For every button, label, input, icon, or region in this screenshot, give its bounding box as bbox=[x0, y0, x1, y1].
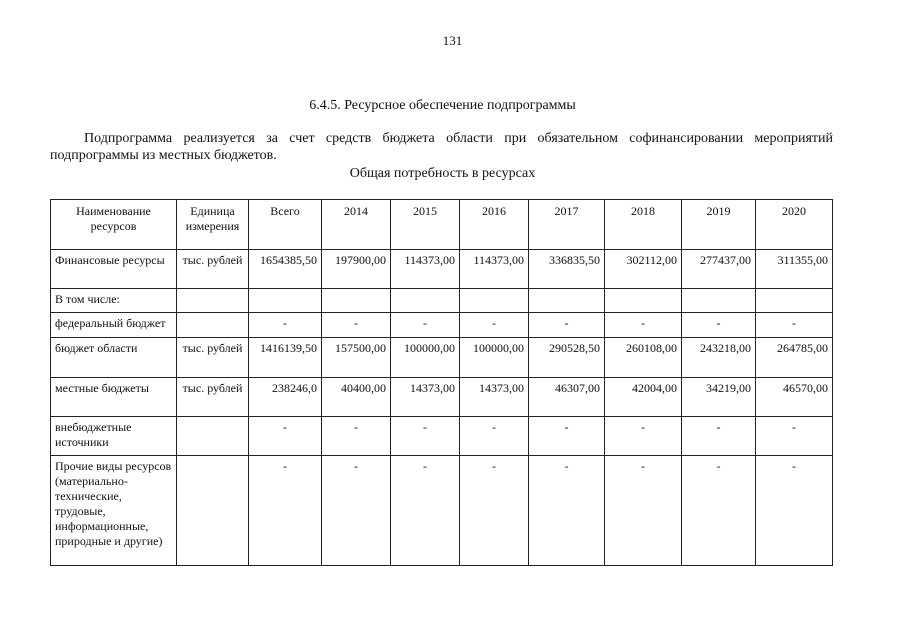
row-name: Прочие виды ресурсов (материально-технические, трудовые, информационные, природные и другие) bbox=[51, 456, 177, 566]
row-name: В том числе: bbox=[51, 289, 177, 313]
value-cell: 197900,00 bbox=[322, 250, 391, 289]
header-cell: 2015 bbox=[391, 200, 460, 250]
value-cell: - bbox=[391, 313, 460, 338]
row-unit: тыс. рублей bbox=[177, 378, 249, 417]
value-cell: 14373,00 bbox=[391, 378, 460, 417]
value-cell: 157500,00 bbox=[322, 338, 391, 378]
header-cell: 2018 bbox=[605, 200, 682, 250]
value-cell: - bbox=[322, 417, 391, 456]
value-cell: 277437,00 bbox=[682, 250, 756, 289]
value-cell: 238246,0 bbox=[249, 378, 322, 417]
row-unit bbox=[177, 313, 249, 338]
value-cell: - bbox=[682, 313, 756, 338]
row-name: Финансовые ресурсы bbox=[51, 250, 177, 289]
header-cell: Всего bbox=[249, 200, 322, 250]
value-cell: 42004,00 bbox=[605, 378, 682, 417]
value-cell: - bbox=[605, 456, 682, 566]
table-row bbox=[51, 289, 833, 313]
value-cell bbox=[605, 289, 682, 313]
row-unit: тыс. рублей bbox=[177, 250, 249, 289]
value-cell: 336835,50 bbox=[529, 250, 605, 289]
header-cell: 2017 bbox=[529, 200, 605, 250]
header-cell: 2014 bbox=[322, 200, 391, 250]
value-cell: 100000,00 bbox=[460, 338, 529, 378]
header-cell: 2020 bbox=[756, 200, 833, 250]
value-cell: - bbox=[322, 313, 391, 338]
value-cell bbox=[391, 289, 460, 313]
row-name: местные бюджеты bbox=[51, 378, 177, 417]
value-cell: - bbox=[391, 456, 460, 566]
value-cell bbox=[529, 289, 605, 313]
value-cell: 40400,00 bbox=[322, 378, 391, 417]
value-cell: - bbox=[682, 417, 756, 456]
value-cell: - bbox=[460, 417, 529, 456]
header-cell: 2019 bbox=[682, 200, 756, 250]
value-cell: - bbox=[756, 313, 833, 338]
row-name: внебюджетные источники bbox=[51, 417, 177, 456]
value-cell: 260108,00 bbox=[605, 338, 682, 378]
value-cell: - bbox=[322, 456, 391, 566]
value-cell: 46307,00 bbox=[529, 378, 605, 417]
row-unit bbox=[177, 289, 249, 313]
table-title: Общая потребность в ресурсах bbox=[349, 166, 536, 181]
row-unit bbox=[177, 456, 249, 566]
value-cell: 34219,00 bbox=[682, 378, 756, 417]
resources-table bbox=[50, 199, 833, 566]
intro-paragraph: Подпрограмма реализуется за счет средств бюджета области при обязательном софинансировании мероприятий подпрограммы из местных бюджетов. bbox=[50, 131, 833, 163]
value-cell: - bbox=[605, 313, 682, 338]
value-cell: 290528,50 bbox=[529, 338, 605, 378]
table-header-row bbox=[51, 200, 833, 250]
row-unit: тыс. рублей bbox=[177, 338, 249, 378]
value-cell bbox=[682, 289, 756, 313]
value-cell: 243218,00 bbox=[682, 338, 756, 378]
value-cell: - bbox=[460, 456, 529, 566]
header-cell: 2016 bbox=[460, 200, 529, 250]
value-cell: 1654385,50 bbox=[249, 250, 322, 289]
table-row bbox=[51, 378, 833, 417]
value-cell: - bbox=[682, 456, 756, 566]
value-cell: - bbox=[249, 417, 322, 456]
row-name: федеральный бюджет bbox=[51, 313, 177, 338]
header-cell: Единица измерения bbox=[177, 200, 249, 250]
value-cell bbox=[249, 289, 322, 313]
table-row bbox=[51, 456, 833, 566]
value-cell: - bbox=[756, 417, 833, 456]
value-cell: - bbox=[529, 417, 605, 456]
section-title: 6.4.5. Ресурсное обеспечение подпрограммы bbox=[309, 98, 576, 113]
value-cell: 14373,00 bbox=[460, 378, 529, 417]
header-cell: Наименование ресурсов bbox=[51, 200, 177, 250]
value-cell: - bbox=[529, 313, 605, 338]
table-row bbox=[51, 250, 833, 289]
value-cell: - bbox=[460, 313, 529, 338]
value-cell: 264785,00 bbox=[756, 338, 833, 378]
value-cell: - bbox=[249, 313, 322, 338]
row-unit bbox=[177, 417, 249, 456]
value-cell: 302112,00 bbox=[605, 250, 682, 289]
value-cell: 46570,00 bbox=[756, 378, 833, 417]
value-cell: 114373,00 bbox=[391, 250, 460, 289]
value-cell: 1416139,50 bbox=[249, 338, 322, 378]
row-name: бюджет области bbox=[51, 338, 177, 378]
value-cell: - bbox=[529, 456, 605, 566]
value-cell: 100000,00 bbox=[391, 338, 460, 378]
value-cell: - bbox=[756, 456, 833, 566]
page-number: 131 bbox=[442, 33, 463, 48]
value-cell: - bbox=[391, 417, 460, 456]
value-cell bbox=[322, 289, 391, 313]
value-cell bbox=[756, 289, 833, 313]
value-cell bbox=[460, 289, 529, 313]
value-cell: - bbox=[605, 417, 682, 456]
value-cell: 114373,00 bbox=[460, 250, 529, 289]
value-cell: - bbox=[249, 456, 322, 566]
value-cell: 311355,00 bbox=[756, 250, 833, 289]
table-row bbox=[51, 338, 833, 378]
table-row bbox=[51, 417, 833, 456]
table-row bbox=[51, 313, 833, 338]
